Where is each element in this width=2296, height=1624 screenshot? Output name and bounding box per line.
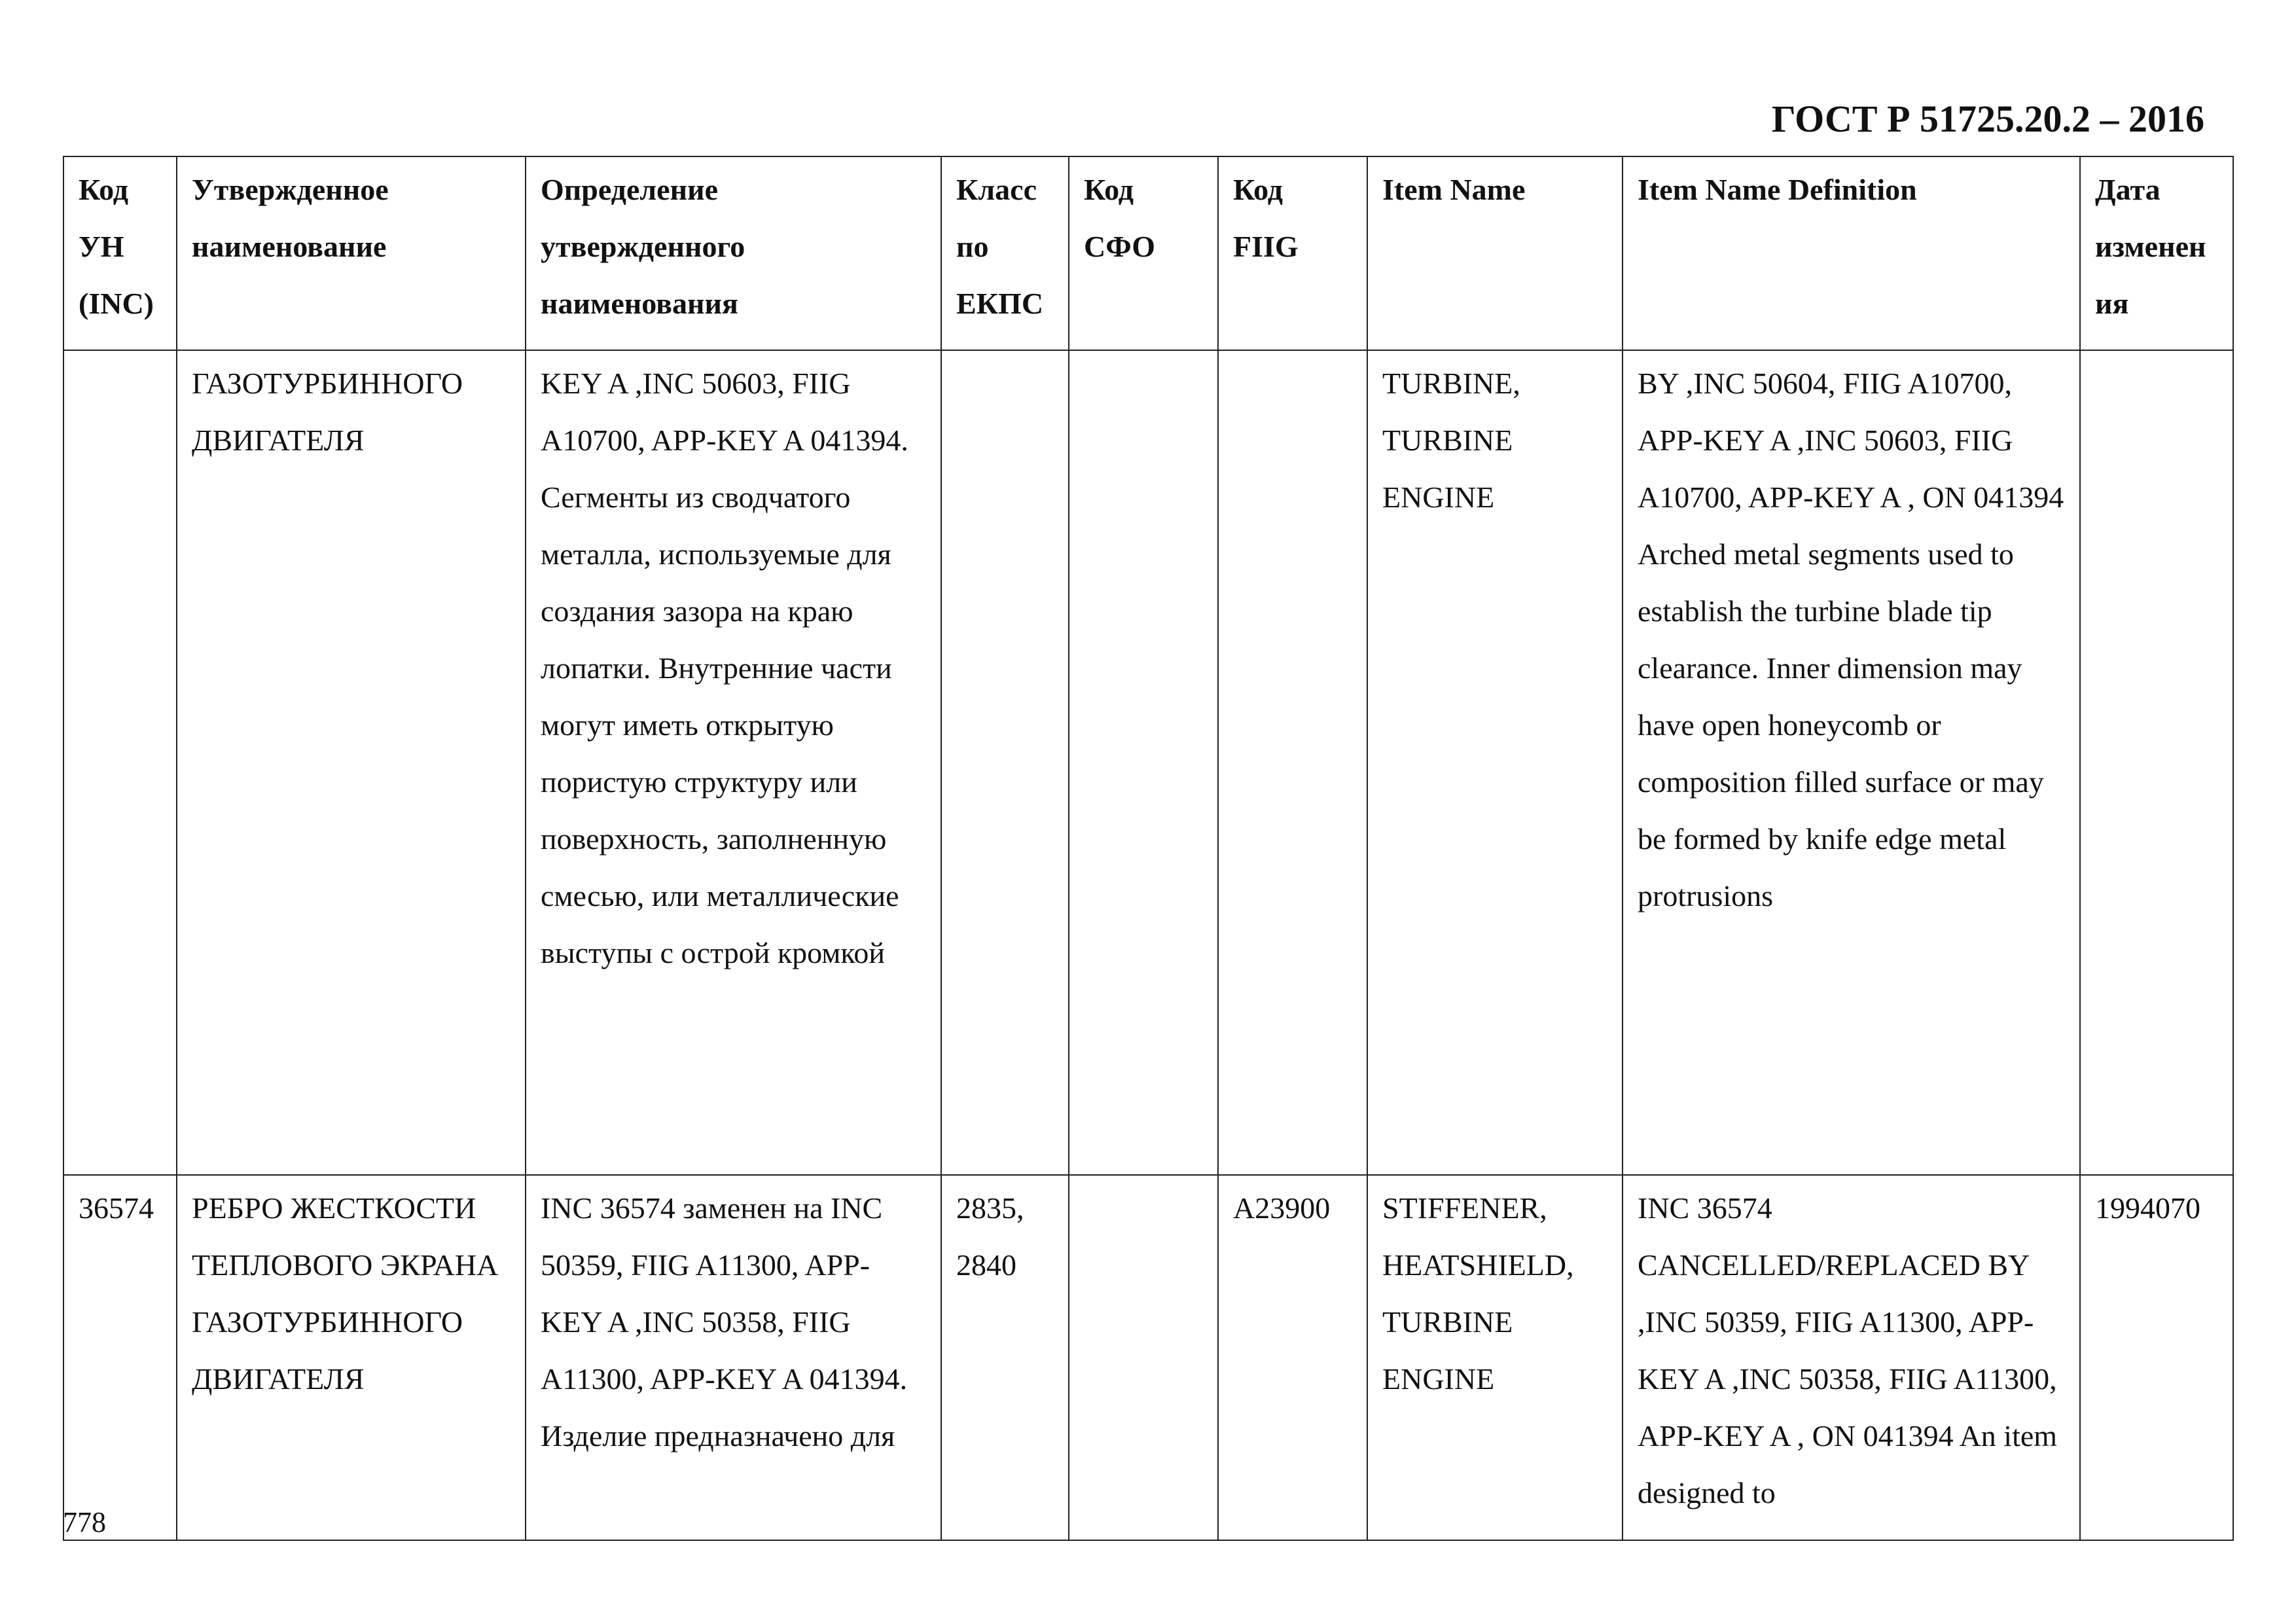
cell-change-date: [2080, 350, 2233, 1175]
cell-code-fiig: A23900: [1218, 1175, 1367, 1540]
cell-item-name: STIFFENER, HEATSHIELD, TURBINE ENGINE: [1367, 1175, 1623, 1540]
table-header-row: [63, 156, 2233, 350]
column-header-approved-name: Утвержденное наименование: [177, 156, 526, 350]
table-row: [63, 1175, 2233, 1540]
cell-definition-ru: INC 36574 заменен на INC 50359, FIIG A11300, APP-KEY A ,INC 50358, FIIG A11300, APP-KEY A 041394. Изделие предназначено для: [526, 1175, 941, 1540]
standard-title: ГОСТ Р 51725.20.2 – 2016: [1771, 98, 2204, 140]
cell-approved-name: ГАЗОТУРБИННОГО ДВИГАТЕЛЯ: [177, 350, 526, 1175]
cell-code-sfo: [1069, 350, 1218, 1175]
catalog-table: [63, 156, 2234, 1541]
column-header-item-name: Item Name: [1367, 156, 1623, 350]
column-header-inc: Код УН (INC): [63, 156, 177, 350]
column-header-change-date: Дата изменения: [2080, 156, 2233, 350]
cell-code-fiig: [1218, 350, 1367, 1175]
cell-definition-ru: KEY A ,INC 50603, FIIG A10700, APP-KEY A 041394. Сегменты из сводчатого металла, используемые для создания зазора на краю лопатки. Внутренние части могут иметь открытую пористую структуру или поверхность, заполненную смесью, или металлические выступы с острой кромкой: [526, 350, 941, 1175]
cell-inc: [63, 350, 177, 1175]
cell-code-sfo: [1069, 1175, 1218, 1540]
cell-class-ekps: [941, 350, 1069, 1175]
cell-change-date: 1994070: [2080, 1175, 2233, 1540]
page-number: 778: [63, 1506, 106, 1538]
column-header-code-sfo: Код СФО: [1069, 156, 1218, 350]
cell-class-ekps: 2835, 2840: [941, 1175, 1069, 1540]
table-row: [63, 350, 2233, 1175]
cell-item-name-definition: INC 36574 CANCELLED/REPLACED BY ,INC 50359, FIIG A11300, APP-KEY A ,INC 50358, FIIG A11300, APP-KEY A , ON 041394 An item designed to: [1623, 1175, 2080, 1540]
column-header-item-name-definition: Item Name Definition: [1623, 156, 2080, 350]
column-header-definition: Определение утвержденного наименования: [526, 156, 941, 350]
cell-inc: 36574: [63, 1175, 177, 1540]
column-header-code-fiig: Код FIIG: [1218, 156, 1367, 350]
cell-item-name-definition: BY ,INC 50604, FIIG A10700, APP-KEY A ,INC 50603, FIIG A10700, APP-KEY A , ON 041394 Arched metal segments used to establish the turbine blade tip clearance. Inner dimension may have open honeycomb or composition filled surface or may be formed by knife edge metal protrusions: [1623, 350, 2080, 1175]
cell-approved-name: РЕБРО ЖЕСТКОСТИ ТЕПЛОВОГО ЭКРАНА ГАЗОТУРБИННОГО ДВИГАТЕЛЯ: [177, 1175, 526, 1540]
cell-item-name: TURBINE, TURBINE ENGINE: [1367, 350, 1623, 1175]
column-header-class-ekps: Класс по ЕКПС: [941, 156, 1069, 350]
